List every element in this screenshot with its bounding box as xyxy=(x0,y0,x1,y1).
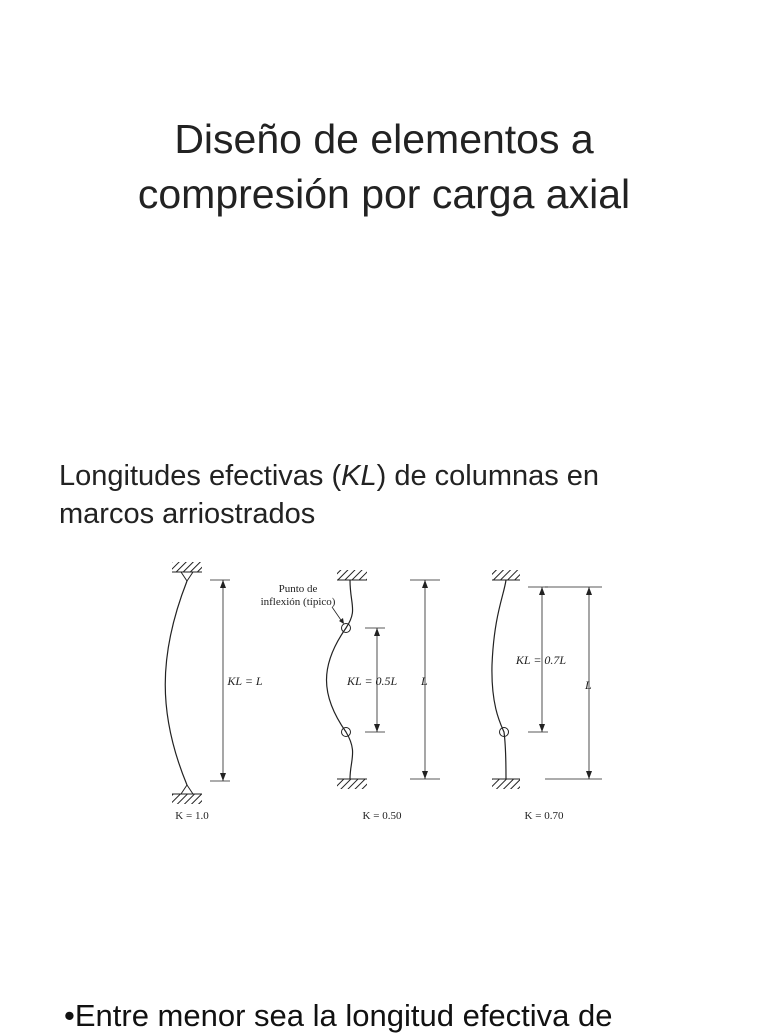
support-bottom-hatch xyxy=(337,779,367,789)
case-a-k-label: K = 1.0 xyxy=(175,810,209,822)
case-a-length-label: KL = L xyxy=(227,674,263,688)
case-c-length-label: KL = 0.7L xyxy=(515,653,567,667)
title-line-2: compresión por carga axial xyxy=(137,171,631,217)
case-b-total-label: L xyxy=(421,674,428,688)
slide-title xyxy=(0,112,768,222)
column-case-b xyxy=(261,570,440,822)
callout-label-line2: inflexión (típico) xyxy=(260,596,336,608)
support-top-hatch xyxy=(492,570,520,580)
heading-post: ) de columnas en xyxy=(376,460,600,492)
heading-line-1 xyxy=(59,457,739,495)
case-c-k-label: K = 0.70 xyxy=(524,810,564,822)
callout-label-line1: Punto de xyxy=(278,583,318,595)
support-bottom-hatch xyxy=(172,794,202,804)
case-b-k-label: K = 0.50 xyxy=(362,810,402,822)
column-case-c xyxy=(492,570,602,822)
heading-line-2: marcos arriostrados xyxy=(59,498,316,530)
support-bottom-hatch xyxy=(492,779,520,789)
heading-em: KL xyxy=(341,460,377,492)
pin-bottom-icon xyxy=(181,785,193,794)
column-case-a xyxy=(165,562,263,822)
support-top-hatch xyxy=(172,562,202,572)
pin-top-icon xyxy=(181,572,193,581)
support-top-hatch xyxy=(337,570,367,580)
effective-length-diagram xyxy=(150,555,630,835)
deflected-column xyxy=(492,580,506,779)
case-b-length-label: KL = 0.5L xyxy=(347,674,398,688)
heading-pre: Longitudes efectivas ( xyxy=(59,460,342,492)
case-c-total-label: L xyxy=(585,678,592,692)
title-line-1: Diseño de elementos a xyxy=(174,116,594,162)
bullet-text: •Entre menor sea la longitud efectiva de xyxy=(64,998,613,1033)
deflected-column xyxy=(165,581,187,785)
section-heading xyxy=(59,457,739,533)
